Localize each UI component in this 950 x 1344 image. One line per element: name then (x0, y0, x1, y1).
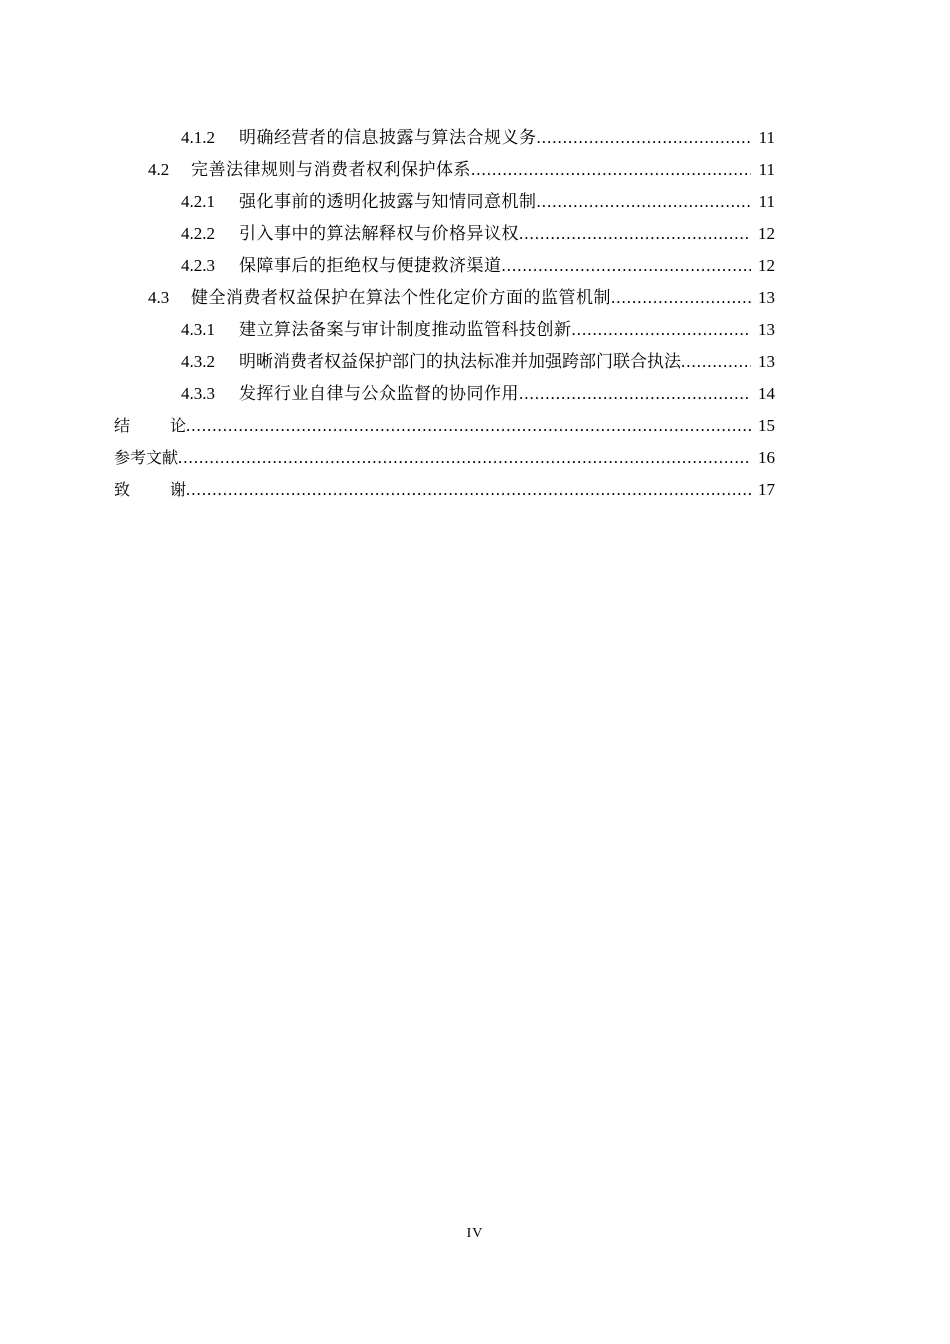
toc-entry-4-2-3[interactable] (0, 246, 950, 278)
toc-entry-4-2-2[interactable] (0, 214, 950, 246)
toc-title-char: 谢 (170, 480, 187, 499)
toc-entry-title: 明确经营者的信息披露与算法合规义务 (239, 128, 537, 147)
toc-entry-page: 13 (758, 288, 775, 307)
toc-entry-page: 12 (758, 256, 775, 275)
toc-leader-dots (519, 382, 751, 406)
toc-entry-page: 13 (758, 320, 775, 339)
toc-leader-dots (537, 126, 752, 150)
toc-entry-title: 保障事后的拒绝权与便捷救济渠道 (239, 256, 502, 275)
toc-leader-dots (681, 350, 751, 374)
toc-entry-4-3-1[interactable] (0, 310, 950, 342)
toc-entry-4-3-3[interactable] (0, 374, 950, 406)
toc-entry-acknowledgements[interactable] (0, 470, 950, 502)
toc-title-char: 论 (170, 416, 187, 435)
table-of-contents (0, 118, 950, 502)
toc-entry-conclusion[interactable] (0, 406, 950, 438)
toc-entry-title: 发挥行业自律与公众监督的协同作用 (239, 384, 519, 403)
toc-entry-page: 14 (758, 384, 775, 403)
toc-entry-number: 4.2.2 (181, 224, 215, 243)
toc-entry-page: 12 (758, 224, 775, 243)
toc-entry-page: 17 (758, 480, 775, 499)
toc-entry-page: 11 (758, 160, 775, 179)
toc-leader-dots (537, 190, 752, 214)
toc-entry-page: 13 (758, 352, 775, 371)
page-number-footer: IV (466, 1226, 484, 1241)
toc-leader-dots (572, 318, 752, 342)
toc-entry-title: 明晰消费者权益保护部门的执法标准并加强跨部门联合执法 (239, 352, 681, 371)
toc-title-char: 结 (114, 416, 131, 435)
toc-title-char: 致 (114, 480, 131, 499)
toc-entry-number: 4.2 (148, 160, 170, 179)
toc-leader-dots (186, 478, 751, 502)
toc-entry-number: 4.3 (148, 288, 170, 307)
toc-entry-page: 16 (758, 448, 775, 467)
toc-leader-dots (519, 222, 751, 246)
toc-leader-dots (502, 254, 752, 278)
toc-entry-title: 参考文献 (114, 448, 179, 467)
toc-entry-title: 建立算法备案与审计制度推动监管科技创新 (239, 320, 572, 339)
toc-leader-dots (186, 414, 751, 438)
toc-entry-4-1-2[interactable] (0, 118, 950, 150)
toc-entry-page: 11 (758, 128, 775, 147)
toc-entry-number: 4.1.2 (181, 128, 215, 147)
toc-entry-number: 4.3.3 (181, 384, 215, 403)
toc-entry-4-3-2[interactable] (0, 342, 950, 374)
toc-leader-dots (178, 446, 751, 470)
toc-entry-number: 4.2.1 (181, 192, 215, 211)
toc-leader-dots (471, 158, 751, 182)
toc-entry-4-2-1[interactable] (0, 182, 950, 214)
toc-entry-page: 11 (758, 192, 775, 211)
toc-leader-dots (611, 286, 751, 310)
toc-entry-number: 4.2.3 (181, 256, 215, 275)
toc-entry-references[interactable] (0, 438, 950, 470)
toc-entry-number: 4.3.1 (181, 320, 215, 339)
toc-entry-title: 引入事中的算法解释权与价格异议权 (239, 224, 519, 243)
toc-entry-title: 健全消费者权益保护在算法个性化定价方面的监管机制 (191, 288, 611, 307)
toc-entry-title (114, 478, 186, 502)
toc-entry-number: 4.3.2 (181, 352, 215, 371)
toc-entry-title: 完善法律规则与消费者权利保护体系 (191, 160, 471, 179)
toc-entry-title (114, 414, 186, 438)
toc-entry-page: 15 (758, 416, 775, 435)
toc-entry-4-2[interactable] (0, 150, 950, 182)
toc-entry-4-3[interactable] (0, 278, 950, 310)
toc-entry-title: 强化事前的透明化披露与知情同意机制 (239, 192, 537, 211)
